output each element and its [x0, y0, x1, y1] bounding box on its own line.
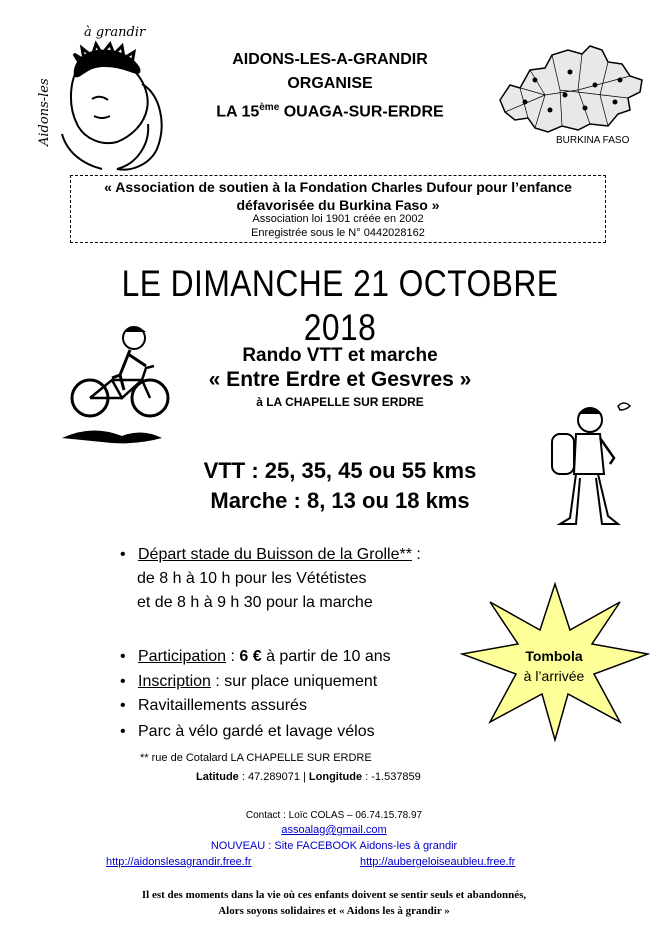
list-item-parc — [120, 721, 375, 743]
ravitaillements-text: Ravitaillements assurés — [138, 697, 307, 714]
association-sub-1: Association loi 1901 créée en 2002 — [252, 213, 424, 225]
bullet-icon: • — [120, 648, 126, 665]
list-item-inscription — [120, 671, 377, 693]
bullet-icon: • — [120, 546, 126, 563]
tombola-title: Tombola — [525, 648, 583, 664]
bullet-icon: • — [120, 723, 126, 740]
participation-price: 6 € — [239, 648, 262, 665]
latitude-label: Latitude — [196, 771, 239, 783]
bullet-icon: • — [120, 697, 126, 714]
longitude-value: : -1.537859 — [362, 771, 421, 783]
header-line-3 — [180, 96, 480, 124]
latitude-value: : 47.289071 | — [238, 771, 309, 783]
association-sub-2: Enregistrée sous le N° 0442028162 — [251, 227, 425, 239]
participation-sep: : — [226, 648, 240, 665]
gps-coordinates — [196, 771, 421, 783]
header-line-3-prefix: LA 15 — [216, 103, 260, 121]
map-label: BURKINA FASO — [556, 135, 630, 146]
rando-location: à LA CHAPELLE SUR ERDRE — [256, 395, 424, 409]
facebook-note: NOUVEAU : Site FACEBOOK Aidons-les à grandir — [210, 840, 458, 852]
list-item-depart — [120, 544, 421, 566]
rando-title: Rando VTT et marche — [242, 345, 438, 366]
logo-text-top: à grandir — [84, 25, 146, 40]
event-date: LE DIMANCHE 21 OCTOBRE 2018 — [121, 263, 559, 348]
depart-label: Départ stade du Buisson de la Grolle** — [138, 546, 412, 563]
logo-text-side: Aidons-les — [37, 78, 52, 146]
depart-line-3: et de 8 h à 9 h 30 pour la marche — [137, 594, 373, 611]
contact-email-link[interactable]: assoalag@gmail.com — [281, 824, 387, 836]
address-note: ** rue de Cotalard LA CHAPELLE SUR ERDRE — [140, 752, 372, 764]
header-line-3-suffix: OUAGA-SUR-ERDRE — [279, 103, 444, 121]
header-line-3-sup: ème — [259, 102, 280, 113]
header-line-1: AIDONS-LES-A-GRANDIR — [232, 51, 428, 68]
list-item-participation — [120, 646, 391, 668]
bullet-icon: • — [120, 673, 126, 690]
association-main: « Association de soutien à la Fondation Charles Dufour pour l’enfance défavorisée du Burkina Faso » — [104, 179, 572, 213]
longitude-label: Longitude — [308, 771, 363, 783]
participation-label: Participation — [138, 648, 227, 665]
header-line-2: ORGANISE — [287, 75, 373, 92]
inscription-label: Inscription — [138, 673, 211, 690]
depart-line-2: de 8 h à 10 h pour les Vététistes — [137, 570, 367, 587]
marche-distances: Marche : 8, 13 ou 18 kms — [210, 488, 470, 513]
vtt-distances: VTT : 25, 35, 45 ou 55 kms — [203, 458, 477, 483]
footer-line-1: Il est des moments dans la vie où ces enfants doivent se sentir seuls et abandonnés, — [141, 889, 527, 901]
aidons-les-a-grandir-logo — [22, 24, 177, 174]
website-link-2[interactable]: http://aubergeloiseaubleu.free.fr — [360, 856, 516, 868]
header-title — [180, 48, 480, 124]
parc-text: Parc à vélo gardé et lavage vélos — [138, 723, 375, 740]
footer-line-2: Alors soyons solidaires et « Aidons les à grandir » — [218, 905, 450, 917]
participation-rest: à partir de 10 ans — [261, 648, 391, 665]
inscription-rest: : sur place uniquement — [210, 673, 378, 690]
contact-line: Contact : Loïc COLAS – 06.74.15.78.97 — [245, 810, 423, 821]
depart-colon: : — [411, 546, 421, 563]
list-item-ravitaillements — [120, 695, 307, 717]
rando-subtitle: « Entre Erdre et Gesvres » — [208, 368, 472, 391]
website-link-1[interactable]: http://aidonslesagrandir.free.fr — [106, 856, 252, 868]
hiker-illustration — [540, 378, 660, 538]
tombola-sub: à l’arrivée — [523, 668, 585, 684]
